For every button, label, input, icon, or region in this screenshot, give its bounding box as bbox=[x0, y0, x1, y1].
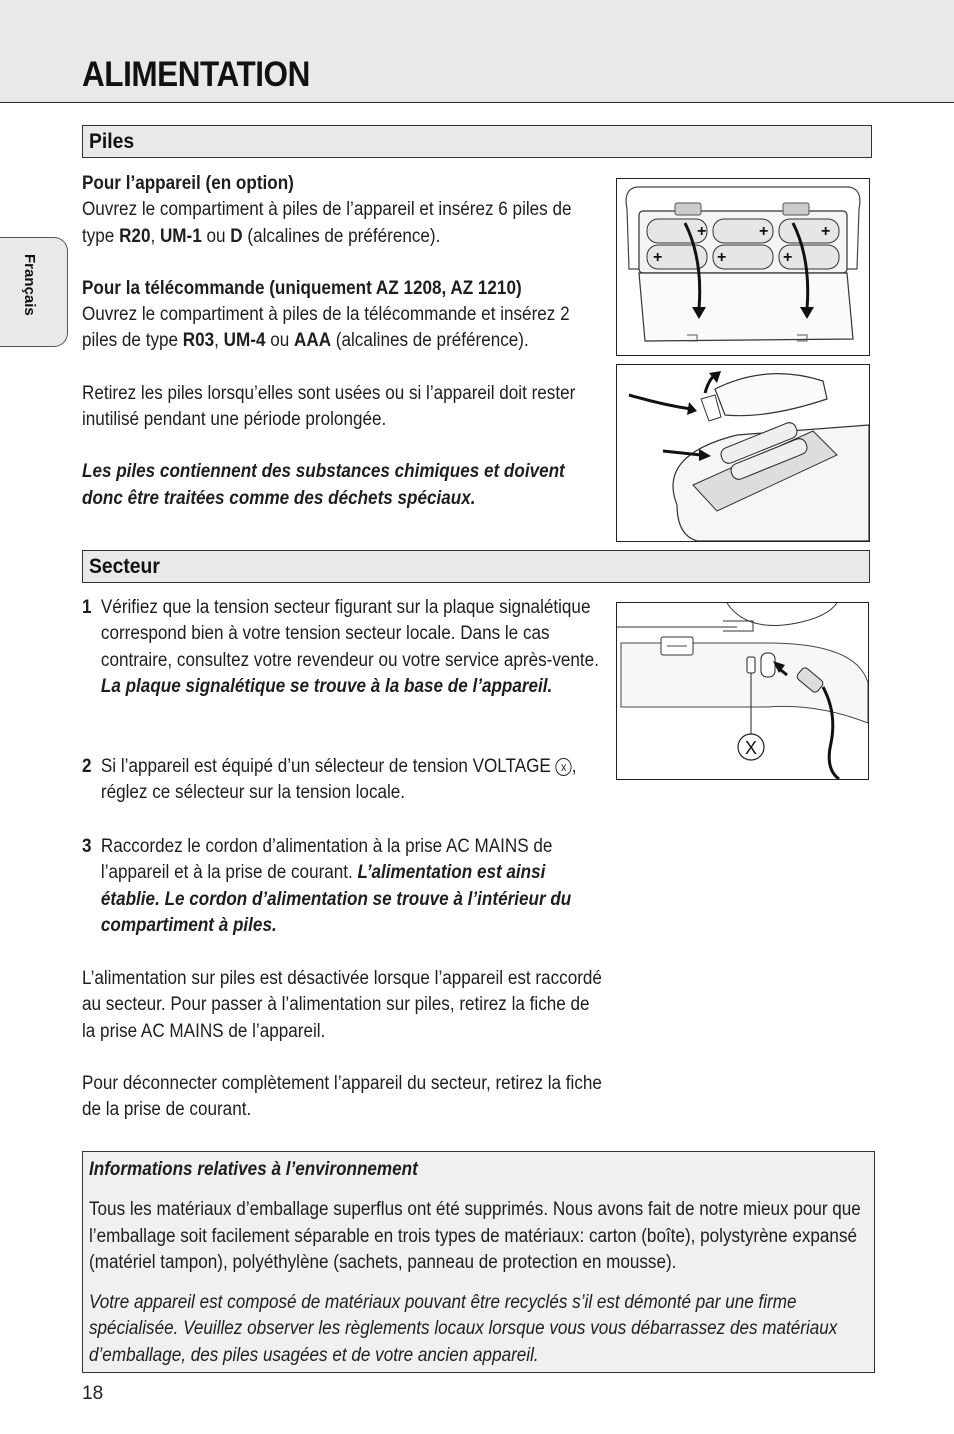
page-number: 18 bbox=[82, 1383, 104, 1404]
step-2-text-end: , réglez ce sélecteur sur la tension locale. bbox=[100, 756, 577, 804]
environment-text bbox=[89, 1157, 863, 1369]
step-1-text: Vérifiez que la tension secteur figurant sur la plaque signalétique correspond bien à votre tension secteur locale. Dans le cas contraire, consultez votre revendeur ou votre service après-vente. bbox=[100, 597, 599, 671]
step-number: 1 bbox=[82, 597, 92, 618]
figure-remote-battery bbox=[616, 364, 870, 542]
plus-sign: + bbox=[697, 223, 707, 240]
page-title: ALIMENTATION bbox=[82, 55, 310, 94]
battery-mains-info: L’alimentation sur piles est désactivée lorsque l’appareil est raccordé au secteur. Pour passer à l’alimentation sur piles, retirez la fiche de la prise AC MAINS de l’appareil. bbox=[82, 968, 602, 1042]
step-3-emphasis: L’alimentation est ainsi établie. Le cordon d’alimentation se trouve à l’intérieur du compartiment à piles. bbox=[100, 862, 572, 936]
environment-recycling: Votre appareil est composé de matériaux pouvant être recyclés s’il est démonté par une firme spécialisée. Veuillez observer les règlements locaux lorsque vous vous débarrassez des matériaux d’emballage, des piles usagées et de votre ancien appareil. bbox=[89, 1292, 838, 1366]
remote-subtitle: Pour la télécommande (uniquement AZ 1208, AZ 1210) bbox=[82, 277, 522, 299]
section-piles-title: Piles bbox=[89, 130, 135, 153]
environment-title: Informations relatives à l’environnement bbox=[89, 1159, 418, 1180]
plus-sign: + bbox=[783, 249, 793, 266]
battery-warning: Les piles contiennent des substances chimiques et doivent donc être traitées comme des déchets spéciaux. bbox=[82, 461, 565, 509]
step-number: 2 bbox=[82, 756, 92, 777]
remove-batteries-text: Retirez les piles lorsqu’elles sont usées ou si l’appareil doit rester inutilisé pendant une période prolongée. bbox=[82, 382, 576, 431]
figure-callout-x: X bbox=[744, 738, 758, 758]
secteur-paragraphs bbox=[82, 966, 604, 1123]
environment-packaging: Tous les matériaux d’emballage superflus ont été supprimés. Nous avons fait de notre mieux pour que l’emballage soit facilement séparable en trois types de matériaux: carton (boîte), polystyrène expansé (matériel tampon), polyéthylène (sachets, panneau de protection en mousse). bbox=[89, 1199, 861, 1273]
plus-sign: + bbox=[821, 223, 831, 240]
remote-instructions: Ouvrez le compartiment à piles de la télécommande et insérez 2 piles de type R03, UM-4 ou AAA (alcalines de préférence). bbox=[82, 304, 570, 352]
section-piles-header bbox=[82, 125, 872, 158]
piles-text-block bbox=[82, 171, 604, 512]
plus-sign: + bbox=[759, 223, 769, 240]
device-subtitle: Pour l’appareil (en option) bbox=[82, 173, 294, 194]
plus-sign: + bbox=[717, 249, 727, 266]
language-tab-label: Français bbox=[21, 254, 38, 316]
disconnect-info: Pour déconnecter complètement l’appareil du secteur, retirez la fiche de la prise de courant. bbox=[82, 1072, 602, 1121]
language-tab bbox=[0, 237, 68, 347]
step-2-text: Si l’appareil est équipé d’un sélecteur de tension VOLTAGE bbox=[100, 756, 556, 777]
device-instructions: Ouvrez le compartiment à piles de l’appareil et insérez 6 piles de type R20, UM-1 ou D (alcalines de préférence). bbox=[82, 199, 572, 247]
voltage-selector-symbol: x bbox=[556, 758, 572, 776]
step-1-emphasis: La plaque signalétique se trouve à la base de l’appareil. bbox=[100, 675, 553, 697]
section-secteur-title: Secteur bbox=[89, 555, 160, 578]
step-3-text: Raccordez le cordon d’alimentation à la prise AC MAINS de l’appareil et à la prise de courant. bbox=[100, 836, 553, 884]
environment-info-box bbox=[82, 1151, 875, 1373]
step-number: 3 bbox=[82, 836, 92, 857]
section-secteur-header bbox=[82, 550, 870, 583]
figure-mains-connection bbox=[616, 602, 869, 780]
plus-sign: + bbox=[653, 249, 663, 266]
figure-battery-compartment bbox=[616, 178, 870, 356]
